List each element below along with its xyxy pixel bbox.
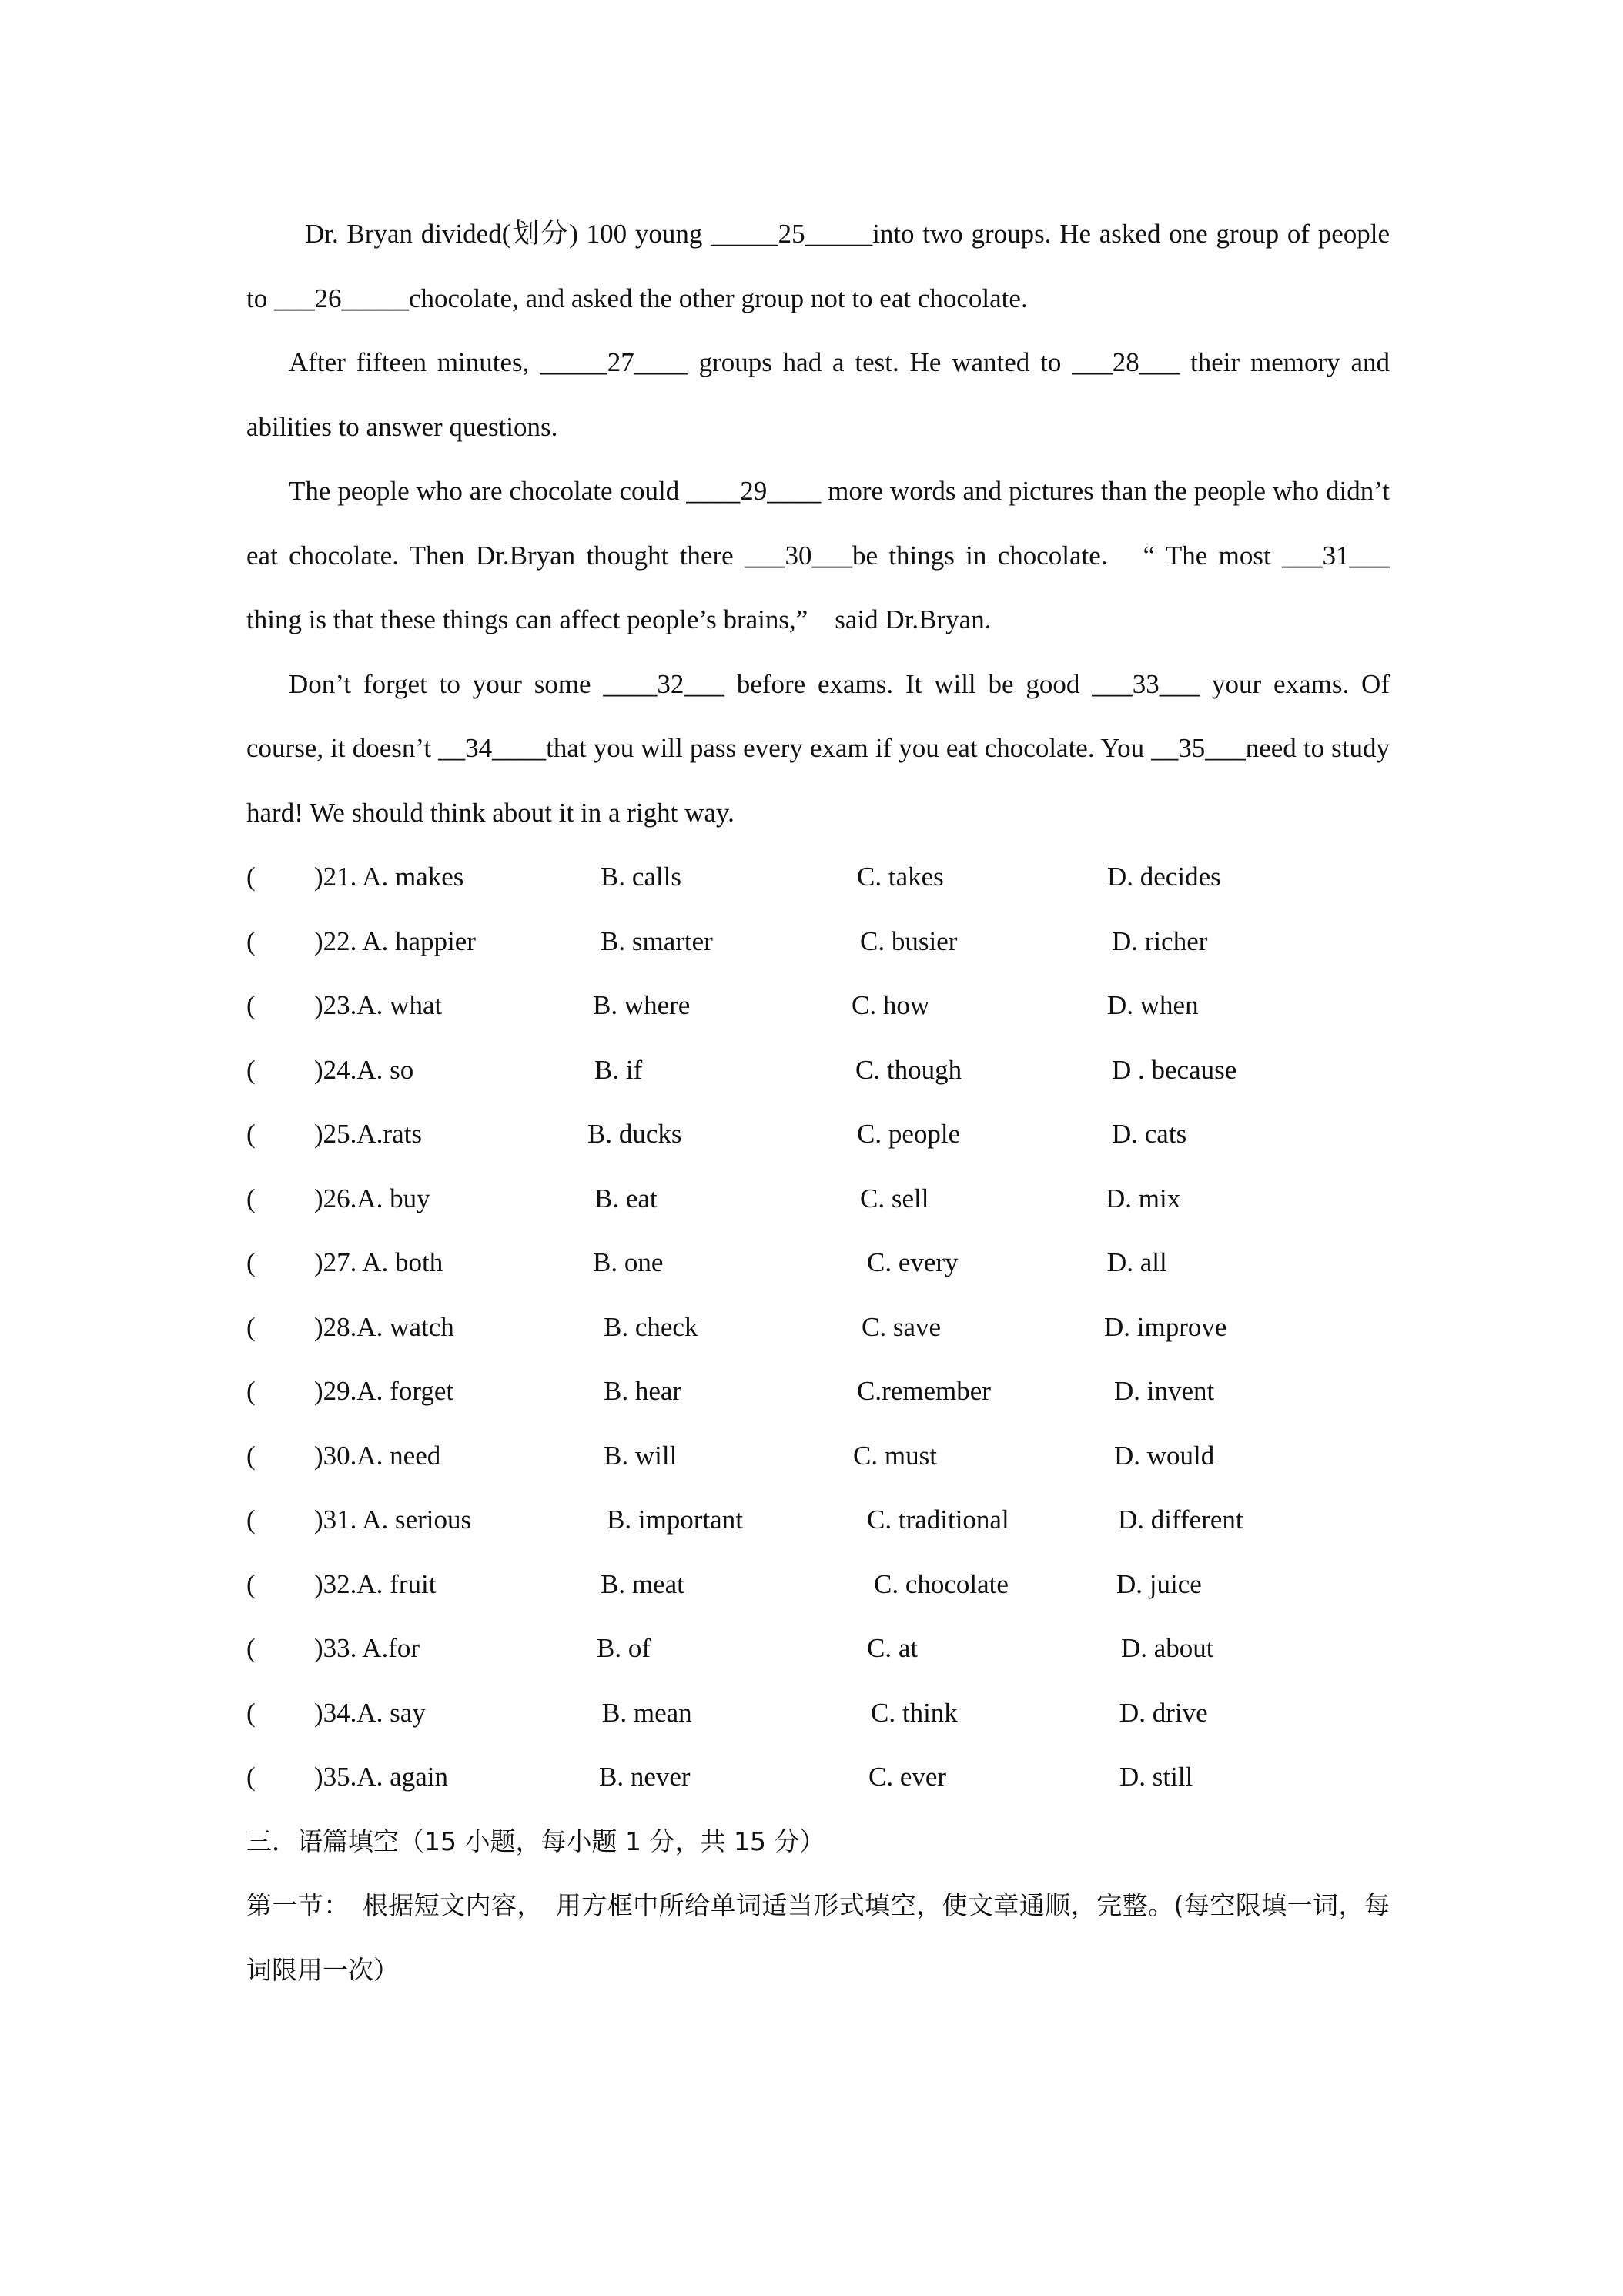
option-b: B. where (593, 990, 691, 1020)
option-c: C. though (855, 1054, 962, 1085)
option-c: C. must (853, 1440, 937, 1471)
option-b: B. ducks (587, 1119, 682, 1149)
option-c: C. every (867, 1247, 959, 1277)
section-title: 三．语篇填空（15 小题，每小题 1 分，共 15 分） (246, 1826, 825, 1856)
option-c: C. takes (857, 862, 944, 892)
option-d: D. juice (1116, 1568, 1202, 1599)
option-a: )30.A. need (314, 1440, 441, 1471)
option-a: )26.A. buy (314, 1183, 430, 1213)
answer-blank-paren: ( (246, 1376, 256, 1406)
option-d: D. drive (1119, 1697, 1208, 1728)
question-row-32 (246, 1552, 1390, 1617)
option-b: B. of (597, 1633, 651, 1663)
option-a: )27. A. both (314, 1247, 443, 1277)
option-b: B. meat (601, 1568, 684, 1599)
option-c: C. how (852, 990, 930, 1020)
answer-blank-paren: ( (246, 1440, 256, 1471)
answer-blank-paren: ( (246, 1568, 256, 1599)
answer-blank-paren: ( (246, 990, 256, 1020)
answer-blank-paren: ( (246, 1504, 256, 1535)
option-a: )35.A. again (314, 1762, 448, 1792)
option-c: C. at (867, 1633, 919, 1663)
option-a: )31. A. serious (314, 1504, 472, 1535)
question-row-30 (246, 1424, 1390, 1488)
option-b: B. check (604, 1311, 698, 1342)
answer-blank-paren: ( (246, 1183, 256, 1213)
option-c: C. ever (868, 1762, 947, 1792)
option-b: B. smarter (601, 925, 713, 956)
option-b: B. mean (602, 1697, 692, 1728)
option-c: C. busier (860, 925, 958, 956)
answer-blank-paren: ( (246, 1697, 256, 1728)
passage-paragraph-3: The people who are chocolate could ____29____ more words and pictures than the people who didn’t eat chocolate. Then Dr.Bryan thought there ___30___be things in chocolate. “ The most ___31___ thing is that these things can affect people’s brains,” said Dr.Bryan. (246, 476, 1390, 634)
option-a: )32.A. fruit (314, 1568, 437, 1599)
option-c: C. sell (860, 1183, 929, 1213)
option-d: D. improve (1104, 1311, 1227, 1342)
question-row-31 (246, 1488, 1390, 1552)
option-c: C. think (871, 1697, 958, 1728)
answer-blank-paren: ( (246, 1633, 256, 1663)
option-d: D. invent (1114, 1376, 1215, 1406)
option-d: D. all (1107, 1247, 1167, 1277)
answer-blank-paren: ( (246, 1119, 256, 1149)
question-row-28 (246, 1295, 1390, 1360)
option-a: )29.A. forget (314, 1376, 454, 1406)
option-d: D. would (1114, 1440, 1215, 1471)
question-row-26 (246, 1166, 1390, 1231)
question-row-24 (246, 1038, 1390, 1103)
passage-paragraph-4: Don’t forget to your some ____32___ before exams. It will be good ___33___ your exams. Of course, it doesn’t __34____that you will pass every exam if you eat chocolate. You __35___need to study hard! We should think about it in a right way. (246, 668, 1390, 828)
option-d: D. about (1121, 1633, 1214, 1663)
option-a: )22. A. happier (314, 925, 476, 956)
option-a: )24.A. so (314, 1054, 414, 1085)
answer-blank-paren: ( (246, 1762, 256, 1792)
question-list (246, 845, 1390, 1809)
option-a: )23.A. what (314, 990, 443, 1020)
option-d: D. still (1119, 1762, 1193, 1792)
question-row-35 (246, 1745, 1390, 1809)
option-b: B. important (607, 1504, 743, 1535)
question-row-22 (246, 909, 1390, 974)
option-d: D. mix (1106, 1183, 1181, 1213)
option-a: )28.A. watch (314, 1311, 454, 1342)
option-c: C. traditional (867, 1504, 1009, 1535)
option-b: B. one (593, 1247, 664, 1277)
answer-blank-paren: ( (246, 1054, 256, 1085)
option-d: D. different (1118, 1504, 1243, 1535)
section-instructions: 第一节： 根据短文内容， 用方框中所给单词适当形式填空，使文章通顺，完整。(每空限填一词，每词限用一次） (246, 1890, 1390, 1985)
option-d: D. decides (1107, 862, 1221, 892)
option-b: B. never (599, 1762, 691, 1792)
answer-blank-paren: ( (246, 1311, 256, 1342)
question-row-29 (246, 1359, 1390, 1424)
option-d: D . because (1112, 1054, 1237, 1085)
answer-blank-paren: ( (246, 925, 256, 956)
option-d: D. cats (1112, 1119, 1187, 1149)
option-b: B. will (604, 1440, 678, 1471)
question-row-33 (246, 1616, 1390, 1681)
option-a: )33. A.for (314, 1633, 420, 1663)
passage-paragraph-2: After fifteen minutes, _____27____ groups had a test. He wanted to ___28___ their memory and abilities to answer questions. (246, 347, 1390, 442)
option-c: C. chocolate (874, 1568, 1009, 1599)
option-a: )21. A. makes (314, 862, 464, 892)
question-row-34 (246, 1681, 1390, 1745)
exam-page (246, 202, 1390, 2002)
option-c: C.remember (857, 1376, 991, 1406)
option-a: )34.A. say (314, 1697, 426, 1728)
answer-blank-paren: ( (246, 1247, 256, 1277)
question-row-23 (246, 973, 1390, 1038)
passage-paragraph-1: Dr. Bryan divided(划分) 100 young _____25_____into two groups. He asked one group of people to ___26_____chocolate, and asked the other group not to eat chocolate. (246, 219, 1390, 313)
question-row-21 (246, 845, 1390, 909)
option-b: B. calls (601, 862, 681, 892)
question-row-27 (246, 1230, 1390, 1295)
option-b: B. if (594, 1054, 643, 1085)
option-d: D. when (1107, 990, 1199, 1020)
option-d: D. richer (1112, 925, 1208, 956)
question-row-25 (246, 1102, 1390, 1166)
answer-blank-paren: ( (246, 862, 256, 892)
option-b: B. hear (604, 1376, 682, 1406)
option-c: C. save (862, 1311, 942, 1342)
option-b: B. eat (594, 1183, 658, 1213)
option-a: )25.A.rats (314, 1119, 422, 1149)
option-c: C. people (857, 1119, 961, 1149)
